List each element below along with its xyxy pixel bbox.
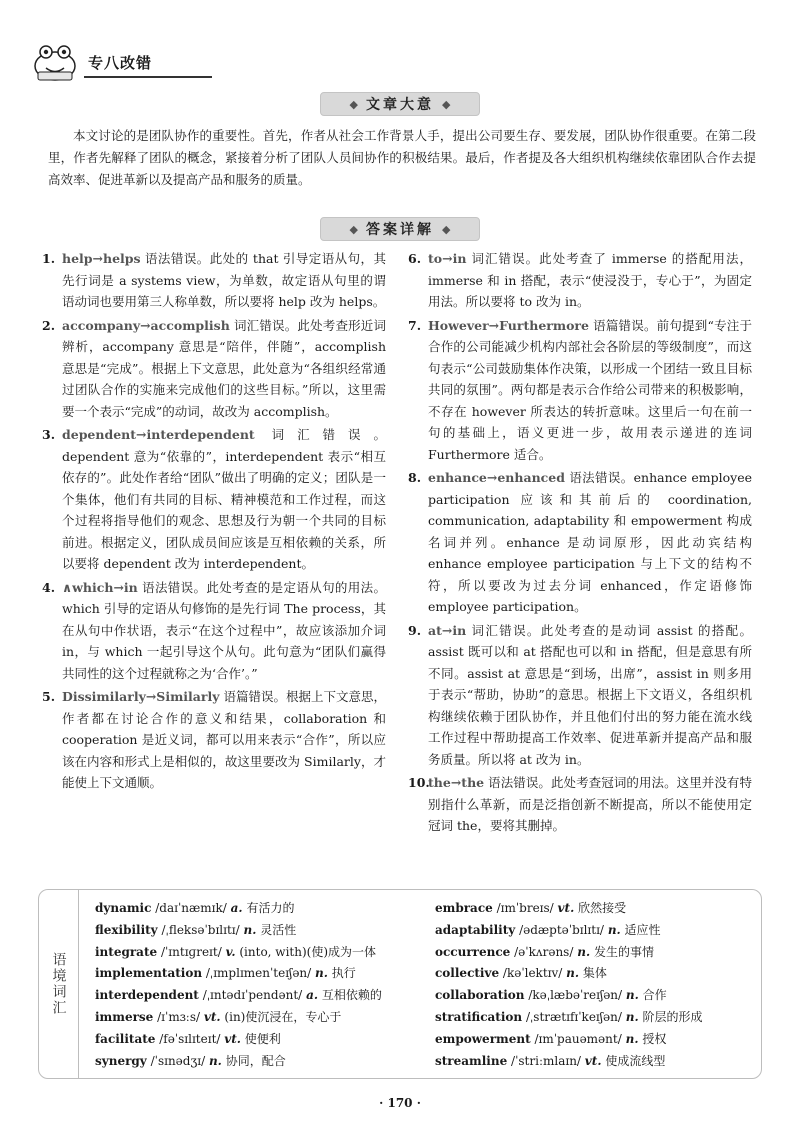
- answer-item: 6. to→in 词汇错误。此处考查了 immerse 的搭配用法，immerse 和 in 搭配，表示“使浸没于，专心于”，为固定用法。所以要将 to 改为 in。: [408, 251, 752, 309]
- answers-banner: [320, 217, 480, 241]
- vocab-entry: flexibility /ˌfleksəˈbɪlɪtɪ/ n. 灵活性: [95, 922, 297, 937]
- vocab-entry: stratification /ˌstrætɪfɪˈkeɪʃən/ n. 阶层的形成: [435, 1009, 703, 1024]
- vocab-entry: dynamic /daɪˈnæmɪk/ a. 有活力的: [95, 901, 295, 915]
- header-underline: [84, 76, 204, 78]
- vocab-entry: collaboration /kəˌlæbəˈreɪʃən/ n. 合作: [435, 988, 667, 1003]
- answer-item: 7. However→Furthermore 语篇错误。前句提到“专注于合作的公司能减少机构内部社会各阶层的等级制度”，而这句表示“公司鼓励集体作决策，以形成一个团结一致且目标共同的氛围”。两句都是表示合作给公司带来的积极影响，不存在 however 所表达的转折意味。这里后一句在前一句的基础上，语义更进一步，故用表示递进的连词 Furthermore 适合。: [408, 317, 752, 462]
- diamond-icon: ◆: [349, 222, 358, 236]
- answers-left-column: [42, 248, 386, 796]
- vocab-entry: embrace /ɪmˈbreɪs/ vt. 欣然接受: [435, 901, 627, 915]
- page-number: · 170 ·: [379, 1096, 421, 1110]
- vocab-entry: facilitate /fəˈsɪlɪteɪt/ vt. 使便利: [95, 1031, 281, 1046]
- vocab-entry: collective /kəˈlektɪv/ n. 集体: [435, 966, 607, 981]
- answers-right-column: [408, 248, 752, 839]
- summary-banner: [320, 92, 480, 116]
- vocab-entry: immerse /ɪˈmɜːs/ vt. (in)使沉浸在，专心于: [95, 1009, 342, 1024]
- diamond-icon: ◆: [442, 97, 451, 111]
- answer-item: 8. enhance→enhanced 语法错误。enhance employee participation 应该和其前后的 coordination, communication, adaptability 和 empowerment 构成名词并列。enhance 是动词原形，因此动宾结构 enhance employee participation 与上下文的结构不符，所以要改为过去分词 enhanced，作定语修饰 employee participation。: [408, 470, 752, 614]
- page-header: [30, 42, 770, 82]
- answer-item: 4. ∧which→in 语法错误。此处考查的是定语从句的用法。which 引导的定语从句修饰的是先行词 The process，其在从句中作状语，表示“在这个过程中”，故应该添加介词 in，与 which 一起引导这个从句。此句意为“团队们赢得共同性的这个过程就称之为‘合作’。”: [42, 579, 386, 681]
- vocabulary-box: [38, 889, 762, 1079]
- answer-item: 10. the→the 语法错误。此处考查冠词的用法。这里并没有特别指什么革新，而是泛指创新不断提高，所以不能使用定冠词 the，要将其删掉。: [408, 775, 752, 833]
- vocab-entry: empowerment /ɪmˈpauəmənt/ n. 授权: [435, 1031, 667, 1046]
- diamond-icon: ◆: [442, 222, 451, 236]
- answer-item: 1. help→helps 语法错误。此处的 that 引导定语从句，其先行词是 a systems view，为单数，故定语从句里的谓语动词也要用第三人称单数，所以要将 help 改为 helps。: [42, 251, 386, 309]
- diamond-icon: ◆: [349, 97, 358, 111]
- answer-item: 9. at→in 词汇错误。此处考查的是动词 assist 的搭配。assist 既可以和 at 搭配也可以和 in 搭配，但是意思有所不同。assist at 意思是“到场，出席”，assist in 则多用于表示“帮助，协助”的意思。根据上下文语义，各组织机构继续依赖于团队协作，并且他们付出的努力能在流水线工作过程中帮助提高工作效率、促进革新并提高产品和服务质量。所以将 at 改为 in。: [408, 622, 752, 767]
- vocabulary-right-column: [435, 898, 765, 1072]
- summary-text: 本文讨论的是团队协作的重要性。首先，作者从社会工作背景人手，提出公司要生存、要发展，团队协作很重要。在第二段里，作者先解释了团队的概念，紧接着分析了团队人员间协作的积极结果。最后，作者提及各大组织机构继续依靠团队合作去提高效率、促进革新以及提高产品和服务的质量。: [48, 128, 756, 187]
- header-title: 专八改错: [88, 54, 153, 72]
- vocab-entry: integrate /ˈɪntɪɡreɪt/ v. (into, with)(使)成为一体: [95, 944, 377, 959]
- header-underline-tail: [204, 76, 212, 78]
- answers-title: 答案详解: [366, 222, 434, 238]
- vocab-entry: occurrence /əˈkʌrəns/ n. 发生的事情: [435, 944, 654, 959]
- vocab-entry: streamline /ˈstriːmlaɪn/ vt. 使成流线型: [435, 1053, 666, 1068]
- vocab-entry: interdependent /ˌɪntədɪˈpendənt/ a. 互相依赖的: [95, 988, 382, 1003]
- answer-item: 5. Dissimilarly→Similarly 语篇错误。根据上下文意思，作者都在讨论合作的意义和结果，collaboration 和 cooperation 是近义词，都可以用来表示“合作”，所以应该在内容和形式上是相似的，故这里要改为 Similarly，才能使上下文通顺。: [42, 689, 386, 790]
- vocabulary-side-label: 语境词汇: [39, 890, 79, 1078]
- answer-item: 3. dependent→interdependent 词汇错误。dependent 意为“依靠的”，interdependent 表示“相互依存的”。此处作者给“团队”做出了明确的定义；团队是一个集体，他们有共同的目标、精神模范和工作过程，而这个过程将指导他们的观念、思想及行为朝一个共同的目标前进。根据定义，团队成员间应该是互相依赖的关系，所以要将 dependent 改为 interdependent。: [42, 427, 386, 571]
- answer-item: 2. accompany→accomplish 词汇错误。此处考查形近词辨析，accompany 意思是“陪伴，伴随”，accomplish 意思是“完成”。根据上下文意思，此处意为“各组织经常通过团队合作的实施来完成他们的这些目标。”所以，这里需要一个表示“完成”的动词，故改为 accomplish。: [42, 317, 386, 419]
- vocabulary-left-column: [95, 898, 425, 1072]
- vocab-entry: implementation /ˌɪmplɪmenˈteɪʃən/ n. 执行: [95, 966, 356, 981]
- vocab-entry: adaptability /ədæptəˈbɪlɪtɪ/ n. 适应性: [435, 922, 661, 937]
- cartoon-frog-icon: [32, 42, 78, 82]
- vocab-entry: synergy /ˈsɪnədʒɪ/ n. 协同，配合: [95, 1053, 286, 1068]
- summary-title: 文章大意: [366, 97, 434, 113]
